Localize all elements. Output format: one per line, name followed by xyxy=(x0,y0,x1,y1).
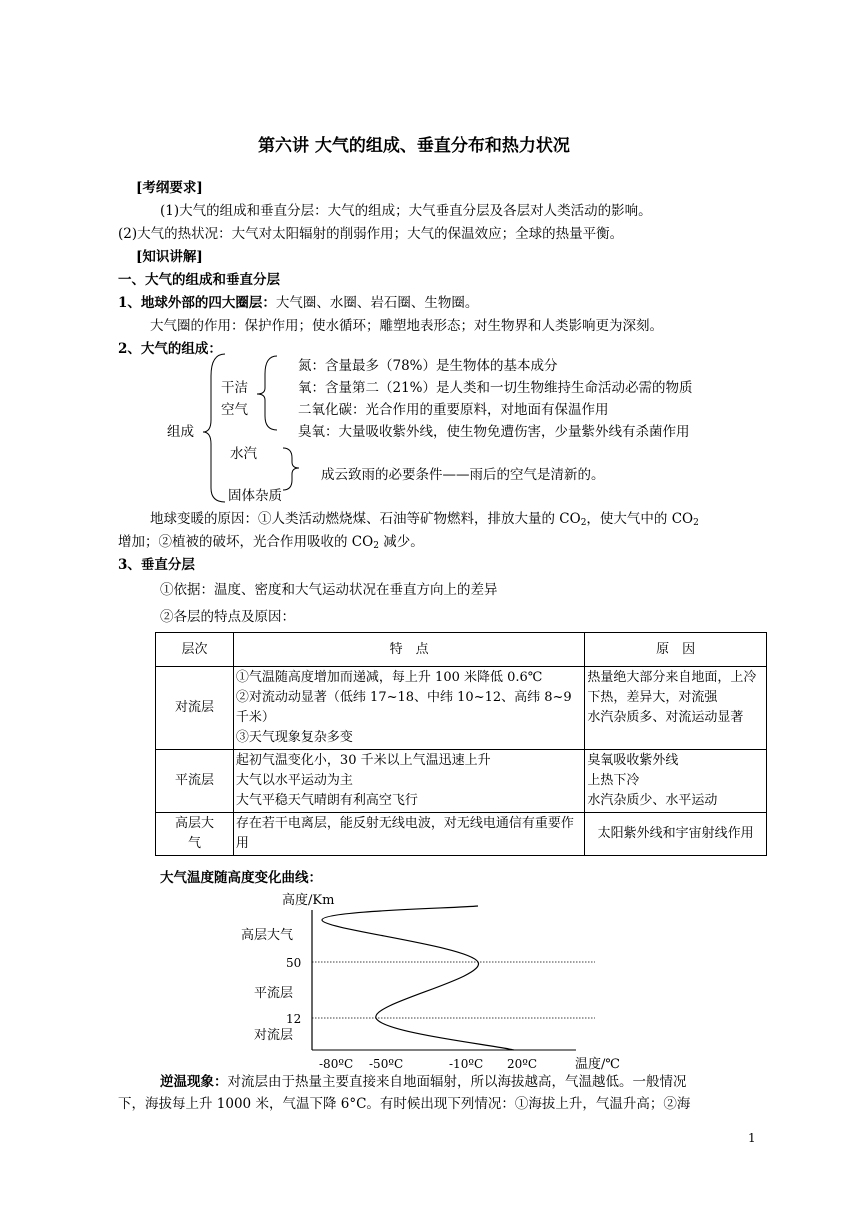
warming-line-1 xyxy=(150,509,699,533)
atmosphere-role: 大气圈的作用：保护作用；使水循环；雕塑地表形态；对生物界和人类影响更为深刻。 xyxy=(150,318,663,334)
vapor-note: 成云致雨的必要条件——雨后的空气是清新的。 xyxy=(321,467,605,483)
header-features: 特 点 xyxy=(233,633,584,667)
warming-sub-2: 2 xyxy=(693,518,699,528)
y-tick-label-50: 50 xyxy=(286,956,302,970)
layer-name: 对流层 xyxy=(156,667,234,750)
reason-line: 热量绝大部分来自地面，上冷下热，差异大，对流强 xyxy=(587,670,757,705)
feature-line: ①气温随高度增加而递减，每上升 100 米降低 0.6℃ xyxy=(235,670,543,685)
section-heading-1: 一、大气的组成和垂直分层 xyxy=(118,272,280,288)
syllabus-line-1: (1)大气的组成和垂直分层：大气的组成；大气垂直分层及各层对人类活动的影响。 xyxy=(160,203,652,219)
dry-air-label-1: 干洁 xyxy=(221,380,248,396)
feature-line: 存在若干电离层，能反射无线电波，对无线电通信有重要作用 xyxy=(235,816,574,851)
header-reasons: 原 因 xyxy=(585,633,767,667)
page-number: 1 xyxy=(748,1131,756,1145)
feature-line: 大气平稳天气晴朗有利高空飞行 xyxy=(235,793,418,808)
solid-impurities-label: 固体杂质 xyxy=(228,488,282,504)
table-row xyxy=(156,750,767,813)
point-3: 3、垂直分层 xyxy=(118,557,195,573)
features-intro: ②各层的特点及原因： xyxy=(160,609,295,625)
temperature-curve xyxy=(322,906,514,1050)
feature-line: 起初气温变化小，30 千米以上气温迅速上升 xyxy=(235,753,491,768)
reason-line: 太阳紫外线和宇宙射线作用 xyxy=(597,826,754,841)
inversion-line-1 xyxy=(160,1072,687,1092)
inversion-label: 逆温现象： xyxy=(160,1074,228,1090)
reason-line: 上热下冷 xyxy=(587,773,640,788)
water-vapor-label: 水汽 xyxy=(230,446,257,462)
point-1-label: 1、地球外部的四大圈层： xyxy=(118,295,276,311)
warming-sub-1: 2 xyxy=(580,518,587,528)
inversion-line-2: 下，海拔每上升 1000 米，气温下降 6°C。有时候出现下列情况：①海拔上升，气温升高；②海 xyxy=(118,1096,691,1112)
feature-line: ②对流动动显著（低纬 17~18、中纬 10~12、高纬 8~9 千米） xyxy=(235,690,572,725)
reason-line: 水汽杂质少、水平运动 xyxy=(587,793,718,808)
composition-item-ozone: 臭氧：大量吸收紫外线，使生物免遭伤害，少量紫外线有杀菌作用 xyxy=(298,424,690,440)
knowledge-heading: [知识讲解] xyxy=(136,249,203,265)
composition-item-nitrogen: 氮：含量最多（78%）是生物体的基本成分 xyxy=(298,358,558,374)
syllabus-heading: [考纲要求] xyxy=(136,180,203,196)
layer-features xyxy=(233,750,584,813)
reason-line: 水汽杂质多、对流运动显著 xyxy=(587,710,744,725)
layer-features xyxy=(233,667,584,750)
table-row xyxy=(156,813,767,856)
warming-text-1: 地球变暖的原因：①人类活动燃烧煤、石油等矿物燃料，排放大量的 CO xyxy=(150,511,581,527)
zone-label-stratosphere: 平流层 xyxy=(254,986,294,1001)
page-title: 第六讲 大气的组成、垂直分布和热力状况 xyxy=(258,136,570,156)
reason-line: 臭氧吸收紫外线 xyxy=(587,753,679,768)
layer-name: 高层大气 xyxy=(156,813,234,856)
composition-braces xyxy=(195,352,305,504)
point-1-text: 大气圈、水圈、岩石圈、生物圈。 xyxy=(275,295,479,311)
layer-name: 平流层 xyxy=(156,750,234,813)
warming-sub-3: 2 xyxy=(373,541,379,551)
layer-reasons xyxy=(585,750,767,813)
warming-text-3: 增加；②植被的破坏，光合作用吸收的 CO xyxy=(118,534,374,550)
table-header-row xyxy=(156,633,767,667)
chart-x-axis-label: 温度/℃ xyxy=(575,1057,620,1072)
syllabus-line-2: (2)大气的热状况：大气对太阳辐射的削弱作用；大气的保温效应；全球的热量平衡。 xyxy=(118,226,624,242)
zone-label-upper-atmosphere: 高层大气 xyxy=(241,928,294,943)
point-2: 2、大气的组成： xyxy=(118,341,222,357)
feature-line: ③天气现象复杂多变 xyxy=(235,730,353,745)
point-1 xyxy=(118,293,478,313)
composition-root: 组成 xyxy=(167,424,194,440)
feature-line: 大气以水平运动为主 xyxy=(235,773,353,788)
zone-label-troposphere: 对流层 xyxy=(254,1028,294,1043)
dry-air-label-2: 空气 xyxy=(221,402,248,418)
warming-text-2: ，使大气中的 CO xyxy=(586,511,694,527)
layer-basis: ①依据：温度、密度和大气运动状况在垂直方向上的差异 xyxy=(160,582,498,598)
chart-y-axis-label: 高度/Km xyxy=(282,893,335,908)
composition-item-co2: 二氧化碳：光合作用的重要原料，对地面有保温作用 xyxy=(298,402,609,418)
x-tick-label: 20ºC xyxy=(507,1057,538,1071)
temperature-altitude-chart xyxy=(230,886,640,1076)
layer-reasons xyxy=(585,813,767,856)
inversion-text-1: 对流层由于热量主要直接来自地面辐射，所以海拔越高，气温越低。一般情况 xyxy=(227,1074,687,1090)
x-tick-label: -50ºC xyxy=(369,1057,404,1071)
warming-line-2 xyxy=(118,532,424,556)
warming-text-4: 减少。 xyxy=(378,534,424,550)
layers-table xyxy=(155,632,767,856)
y-tick-label-12: 12 xyxy=(286,1012,302,1026)
x-tick-label: -10ºC xyxy=(449,1057,484,1071)
table-row xyxy=(156,667,767,750)
curve-heading: 大气温度随高度变化曲线： xyxy=(160,870,322,886)
layer-reasons xyxy=(585,667,767,750)
layer-features xyxy=(233,813,584,856)
x-tick-label: -80ºC xyxy=(319,1057,354,1071)
composition-item-oxygen: 氧：含量第二（21%）是人类和一切生物维持生命活动必需的物质 xyxy=(298,380,693,396)
header-layer: 层次 xyxy=(156,633,234,667)
